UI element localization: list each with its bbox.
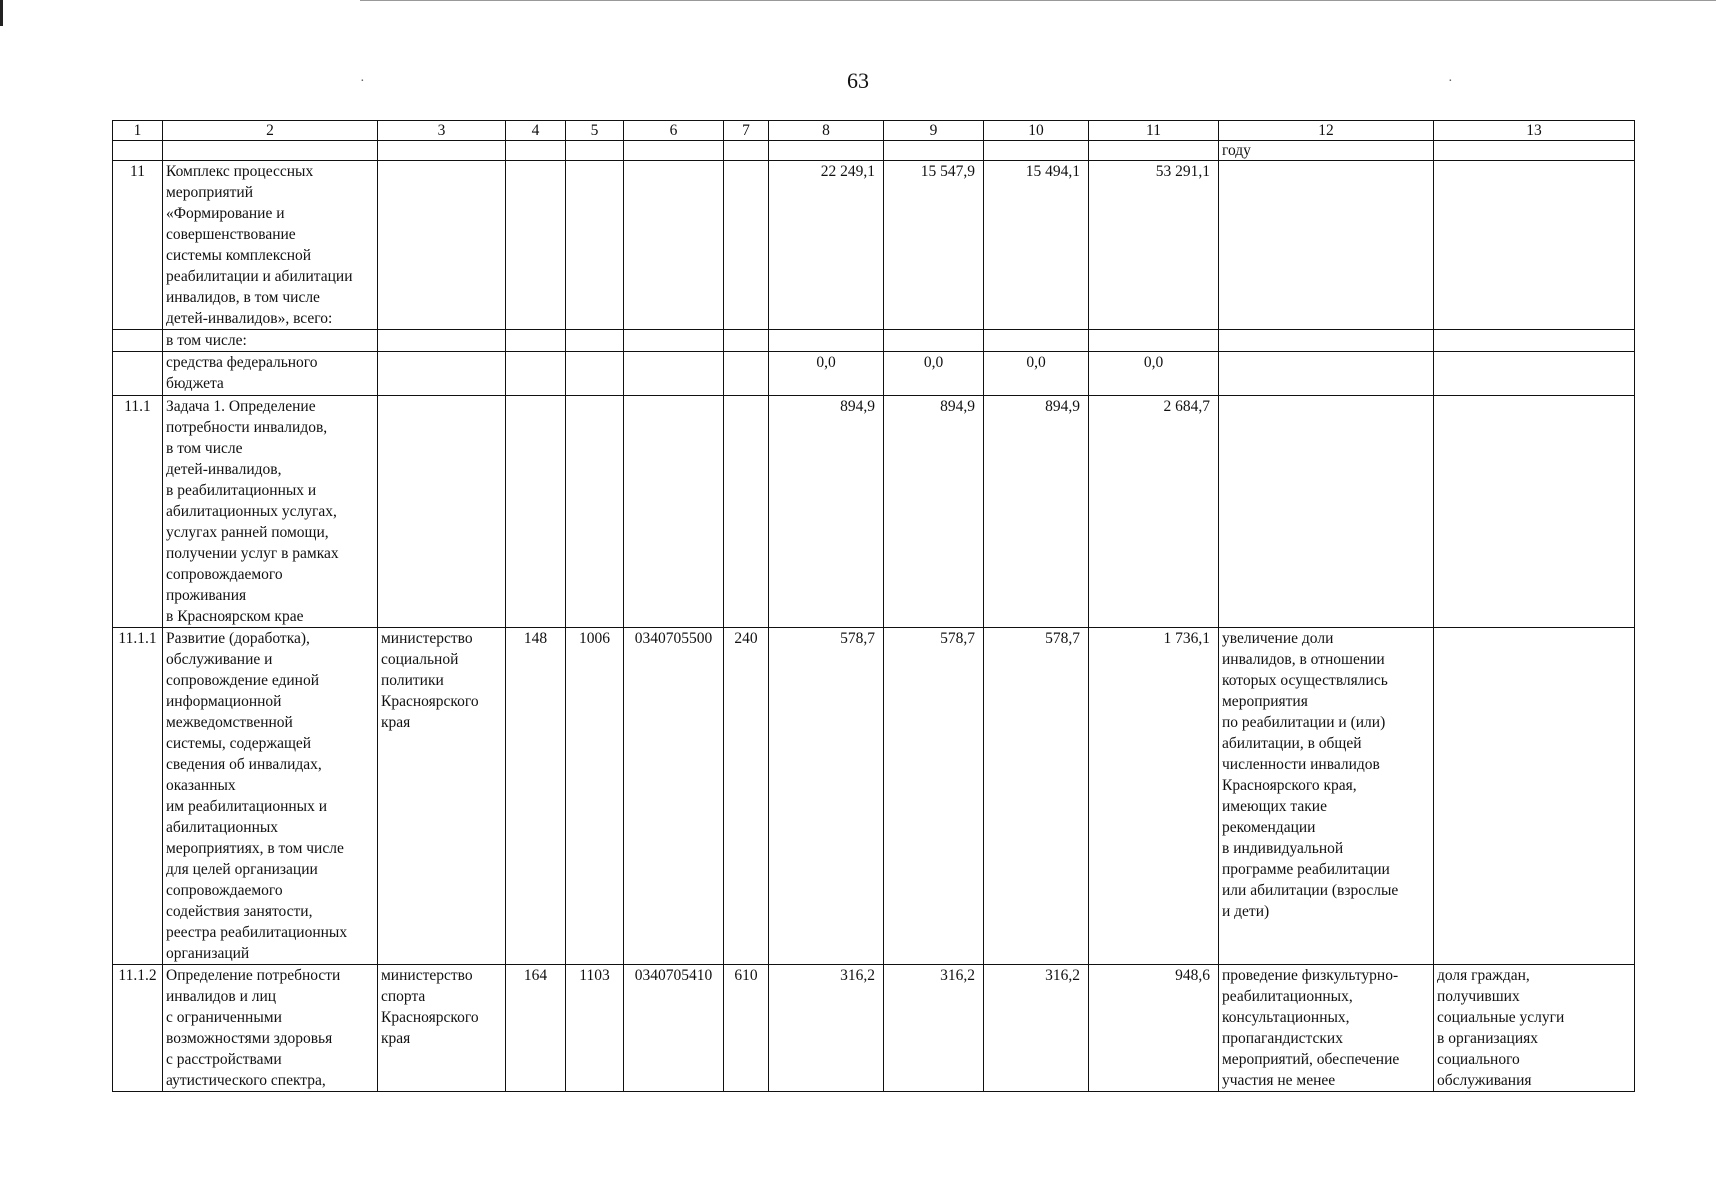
row-grbs	[506, 161, 566, 330]
row-vr	[724, 396, 769, 628]
row-vr	[724, 352, 769, 396]
row-result: увеличение доли инвалидов, в отношении которых осуществлялись мероприятия по реабилитации и (или) абилитации, в общей численности инвалидов Красноярского края, имеющих такие рекомендации в индивидуальной программе реабилитации или абилитации (взрослые и дети)	[1219, 628, 1434, 965]
row-number	[113, 352, 163, 396]
row-indicator	[1434, 330, 1635, 352]
row-number: 11.1.1	[113, 628, 163, 965]
row-rzpr: 1103	[566, 965, 624, 1092]
row-csr: 0340705410	[624, 965, 724, 1092]
row-result	[1219, 352, 1434, 396]
budget-table	[112, 120, 1635, 1092]
row-year3: 578,7	[984, 628, 1089, 965]
row-grbs: 148	[506, 628, 566, 965]
row-ministry	[378, 352, 506, 396]
row-rzpr: 1006	[566, 628, 624, 965]
row-name: Комплекс процессных мероприятий «Формирование и совершенствование системы комплексной реабилитации и абилитации инвалидов, в том числе детей-инвалидов», всего:	[163, 161, 378, 330]
row-number: 11.1.2	[113, 965, 163, 1092]
row-rzpr	[566, 396, 624, 628]
table-row	[113, 352, 1635, 396]
row-year3: 894,9	[984, 396, 1089, 628]
row-year1: 894,9	[769, 396, 884, 628]
table-row	[113, 161, 1635, 330]
row-number	[113, 330, 163, 352]
row-grbs	[506, 330, 566, 352]
header-cell: 9	[884, 121, 984, 141]
header-cell: 12	[1219, 121, 1434, 141]
row-grbs	[506, 396, 566, 628]
row-year3	[984, 330, 1089, 352]
row-year2: 0,0	[884, 352, 984, 396]
row-result	[1219, 161, 1434, 330]
row-rzpr	[566, 330, 624, 352]
row-year3: 0,0	[984, 352, 1089, 396]
top-rule	[360, 0, 1716, 1]
header-row	[113, 121, 1635, 141]
row-vr: 240	[724, 628, 769, 965]
row-vr: 610	[724, 965, 769, 1092]
row-name: в том числе:	[163, 330, 378, 352]
row-indicator	[1434, 161, 1635, 330]
row-rzpr	[566, 352, 624, 396]
header-cell: 1	[113, 121, 163, 141]
row-year2: 578,7	[884, 628, 984, 965]
row-total: 2 684,7	[1089, 396, 1219, 628]
header-cell: 3	[378, 121, 506, 141]
row-total	[1089, 330, 1219, 352]
row-ministry: министерство спорта Красноярского края	[378, 965, 506, 1092]
row-year3: 316,2	[984, 965, 1089, 1092]
row-total: 0,0	[1089, 352, 1219, 396]
header-cell: 2	[163, 121, 378, 141]
row-result	[1219, 330, 1434, 352]
row-grbs: 164	[506, 965, 566, 1092]
row-total: 53 291,1	[1089, 161, 1219, 330]
row-grbs	[506, 352, 566, 396]
row-indicator	[1434, 396, 1635, 628]
continuation-cell: году	[1219, 141, 1434, 161]
row-name: Определение потребности инвалидов и лиц с ограниченными возможностями здоровья с расстройствами аутистического спектра,	[163, 965, 378, 1092]
header-cell: 7	[724, 121, 769, 141]
header-cell: 11	[1089, 121, 1219, 141]
row-year2: 894,9	[884, 396, 984, 628]
row-csr	[624, 330, 724, 352]
row-ministry	[378, 330, 506, 352]
header-cell: 4	[506, 121, 566, 141]
row-name: Развитие (доработка), обслуживание и сопровождение единой информационной межведомственной системы, содержащей сведения об инвалидах, оказанных им реабилитационных и абилитационных мероприятиях, в том числе для целей организации сопровождаемого содействия занятости, реестра реабилитационных организаций	[163, 628, 378, 965]
row-name: Задача 1. Определение потребности инвалидов, в том числе детей-инвалидов, в реабилитационных и абилитационных услугах, услугах ранней помощи, получении услуг в рамках сопровождаемого проживания в Красноярском крае	[163, 396, 378, 628]
table-row	[113, 628, 1635, 965]
row-number: 11	[113, 161, 163, 330]
table-row	[113, 396, 1635, 628]
row-vr	[724, 161, 769, 330]
row-csr	[624, 396, 724, 628]
header-cell: 10	[984, 121, 1089, 141]
row-result	[1219, 396, 1434, 628]
header-cell: 13	[1434, 121, 1635, 141]
row-year1: 578,7	[769, 628, 884, 965]
header-cell: 5	[566, 121, 624, 141]
row-year1	[769, 330, 884, 352]
header-cell: 8	[769, 121, 884, 141]
scan-edge-mark	[0, 0, 3, 26]
row-year3: 15 494,1	[984, 161, 1089, 330]
row-rzpr	[566, 161, 624, 330]
row-indicator: доля граждан, получивших социальные услуги в организациях социального обслуживания	[1434, 965, 1635, 1092]
row-ministry	[378, 396, 506, 628]
row-csr	[624, 161, 724, 330]
row-year2: 15 547,9	[884, 161, 984, 330]
row-name: средства федерального бюджета	[163, 352, 378, 396]
page-number: 63	[847, 68, 869, 93]
table-row	[113, 330, 1635, 352]
row-year2	[884, 330, 984, 352]
row-indicator	[1434, 352, 1635, 396]
row-indicator	[1434, 628, 1635, 965]
row-total: 1 736,1	[1089, 628, 1219, 965]
row-ministry: министерство социальной политики Красноярского края	[378, 628, 506, 965]
row-year1: 22 249,1	[769, 161, 884, 330]
speck: ·	[1448, 74, 1453, 89]
row-ministry	[378, 161, 506, 330]
row-result: проведение физкультурно- реабилитационных, консультационных, пропагандистских мероприятий, обеспечение участия не менее	[1219, 965, 1434, 1092]
header-cell: 6	[624, 121, 724, 141]
row-year1: 316,2	[769, 965, 884, 1092]
row-vr	[724, 330, 769, 352]
row-year2: 316,2	[884, 965, 984, 1092]
row-csr	[624, 352, 724, 396]
row-total: 948,6	[1089, 965, 1219, 1092]
row-year1: 0,0	[769, 352, 884, 396]
speck: ·	[360, 74, 365, 89]
continuation-row	[113, 141, 1635, 161]
row-csr: 0340705500	[624, 628, 724, 965]
table-row	[113, 965, 1635, 1092]
row-number: 11.1	[113, 396, 163, 628]
